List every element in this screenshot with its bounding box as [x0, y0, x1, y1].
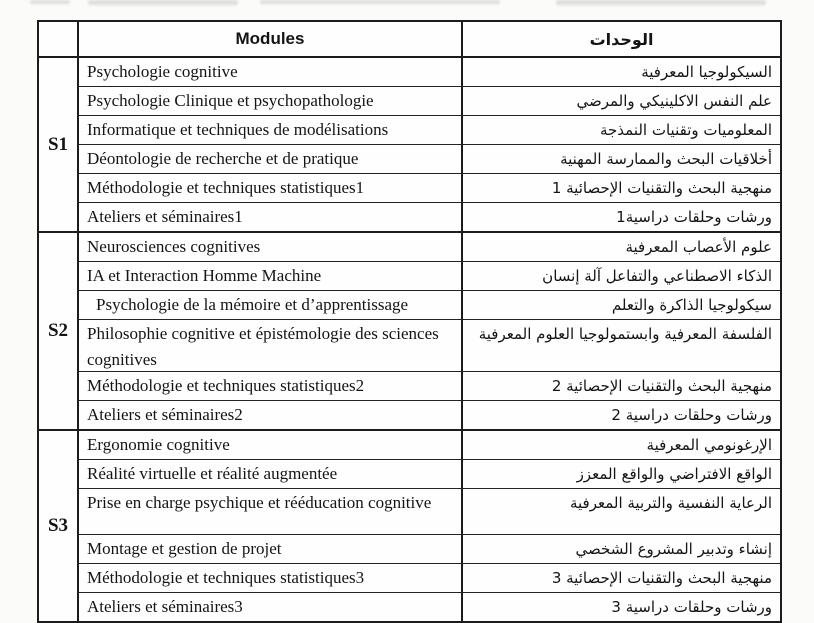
module-name-ar: منهجية البحث والتقنيات الإحصائية 1 — [551, 179, 772, 197]
module-name-fr: Ateliers et séminaires2 — [79, 401, 463, 429]
module-row — [79, 431, 780, 460]
scan-artifact — [88, 0, 238, 5]
module-row — [79, 116, 780, 145]
table-header-row — [39, 22, 780, 58]
module-name-fr: Psychologie cognitive — [79, 58, 463, 86]
semester-section-s2 — [39, 233, 780, 431]
module-name-ar: منهجية البحث والتقنيات الإحصائية 2 — [551, 377, 772, 395]
module-name-ar: ورشات وحلقات دراسية1 — [616, 208, 772, 226]
module-name-fr: Psychologie de la mémoire et d’apprentissage — [79, 291, 463, 319]
module-row — [79, 535, 780, 564]
module-name-ar: علوم الأعصاب المعرفية — [625, 238, 772, 256]
module-name-ar: الرعاية النفسية والتربية المعرفية — [569, 494, 772, 512]
module-row — [79, 593, 780, 621]
module-row — [79, 401, 780, 429]
modules-column-header: Modules — [79, 22, 463, 56]
module-row — [79, 460, 780, 489]
module-name-ar: الفلسفة المعرفية وابستمولوجيا العلوم المعرفية — [478, 325, 772, 343]
module-name-ar: الإرغونومي المعرفية — [646, 436, 772, 454]
module-name-ar: منهجية البحث والتقنيات الإحصائية 3 — [551, 569, 772, 587]
module-row — [79, 203, 780, 231]
module-name-ar: ورشات وحلقات دراسية 2 — [611, 406, 772, 424]
table-body — [39, 58, 780, 621]
semester-section-s1 — [39, 58, 780, 233]
module-name-ar: أخلاقيات البحث والممارسة المهنية — [560, 150, 772, 168]
module-row — [79, 372, 780, 401]
semester-section-s3 — [39, 431, 780, 621]
module-name-fr: Prise en charge psychique et rééducation cognitive — [79, 489, 463, 534]
scan-artifact — [30, 0, 70, 4]
semester-label: S1 — [39, 58, 79, 231]
module-rows — [79, 431, 780, 621]
corner-cell — [39, 22, 79, 56]
module-name-ar: السيكولوجيا المعرفية — [641, 63, 772, 81]
module-name-fr: Psychologie Clinique et psychopathologie — [79, 87, 463, 115]
module-name-ar: علم النفس الاكلينيكي والمرضي — [576, 92, 772, 110]
module-name-ar: ورشات وحلقات دراسية 3 — [611, 598, 772, 616]
module-name-fr: Réalité virtuelle et réalité augmentée — [79, 460, 463, 488]
module-name-fr: Ateliers et séminaires3 — [79, 593, 463, 621]
module-row — [79, 58, 780, 87]
modules-table — [37, 20, 782, 623]
module-name-ar: سيكولوجيا الذاكرة والتعلم — [611, 296, 772, 314]
units-column-header-arabic: الوحدات — [589, 29, 654, 49]
module-name-ar: المعلوميات وتقنيات النمذجة — [599, 121, 772, 139]
module-row — [79, 145, 780, 174]
module-name-ar: الواقع الافتراضي والواقع المعزز — [576, 465, 772, 483]
module-row — [79, 262, 780, 291]
semester-label: S3 — [39, 431, 79, 621]
module-name-ar: الذكاء الاصطناعي والتفاعل آلة إنسان — [542, 267, 772, 285]
module-name-ar: إنشاء وتدبير المشروع الشخصي — [575, 540, 772, 558]
module-name-fr: Méthodologie et techniques statistiques3 — [79, 564, 463, 592]
module-row — [79, 87, 780, 116]
scan-artifact — [556, 0, 766, 5]
module-name-fr: Méthodologie et techniques statistiques1 — [79, 174, 463, 202]
module-row — [79, 233, 780, 262]
module-name-fr: Ergonomie cognitive — [79, 431, 463, 459]
module-rows — [79, 233, 780, 429]
module-row — [79, 320, 780, 372]
semester-label: S2 — [39, 233, 79, 429]
module-name-fr: Montage et gestion de projet — [79, 535, 463, 563]
scan-artifact — [260, 0, 500, 4]
module-rows — [79, 58, 780, 231]
module-name-fr: IA et Interaction Homme Machine — [79, 262, 463, 290]
module-name-fr: Neurosciences cognitives — [79, 233, 463, 261]
module-row — [79, 489, 780, 535]
module-row — [79, 174, 780, 203]
module-name-fr: Ateliers et séminaires1 — [79, 203, 463, 231]
module-name-fr: Philosophie cognitive et épistémologie des sciences cognitives — [79, 320, 463, 371]
module-name-fr: Informatique et techniques de modélisations — [79, 116, 463, 144]
module-row — [79, 291, 780, 320]
module-name-fr: Méthodologie et techniques statistiques2 — [79, 372, 463, 400]
module-row — [79, 564, 780, 593]
module-name-fr: Déontologie de recherche et de pratique — [79, 145, 463, 173]
